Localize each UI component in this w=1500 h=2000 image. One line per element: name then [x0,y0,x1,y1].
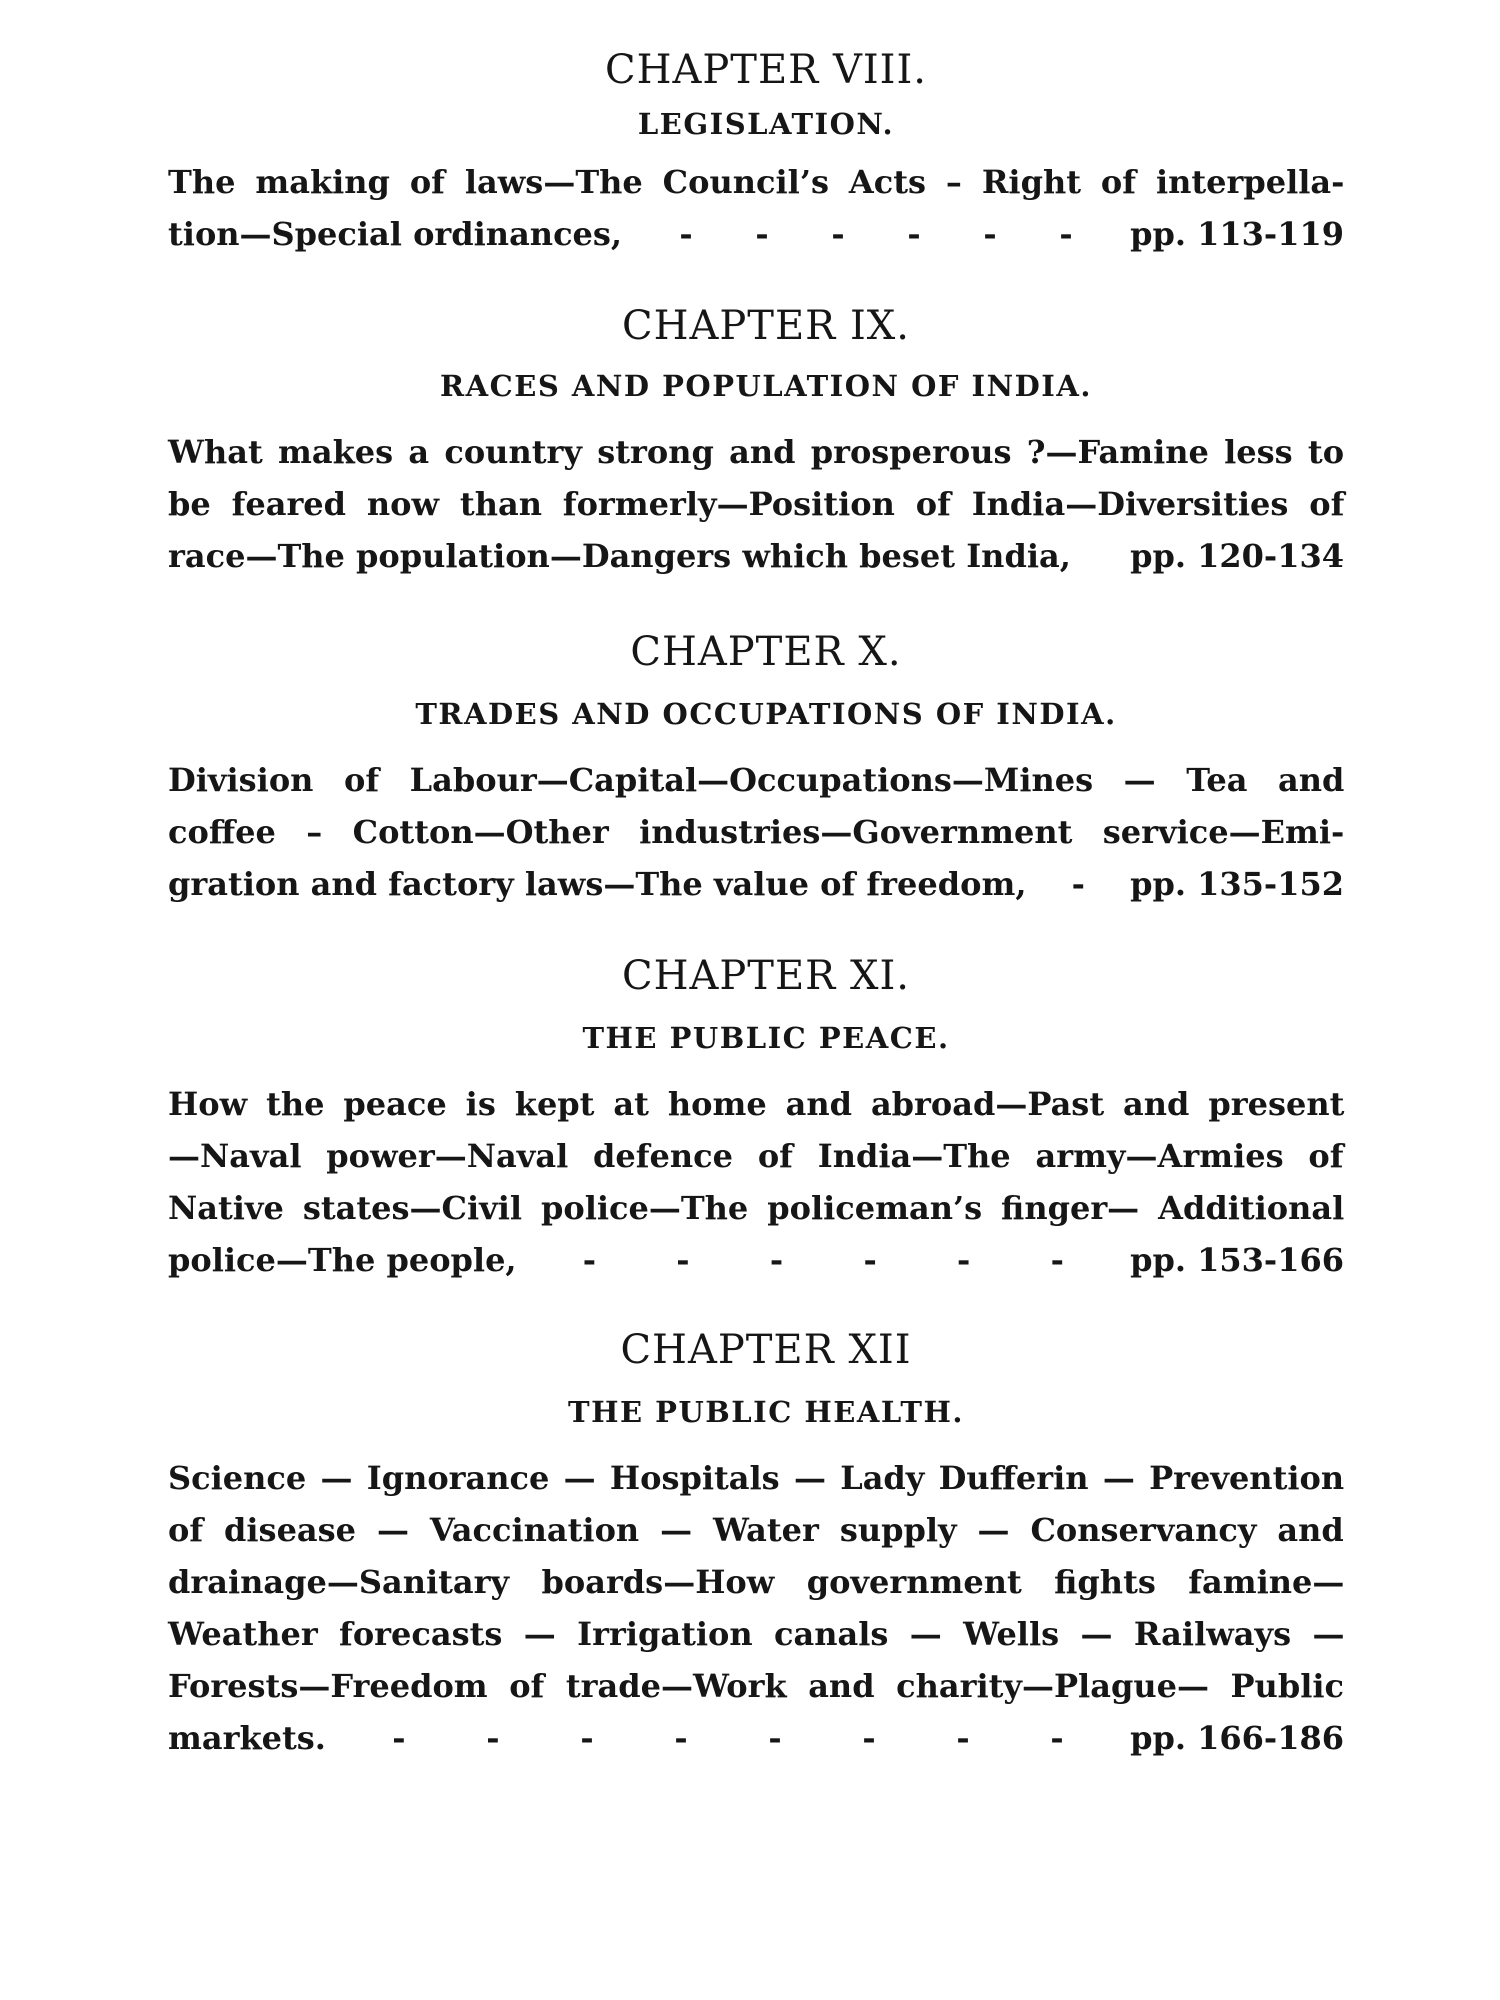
chapter-heading: CHAPTER VIII. [604,47,927,93]
summary-line-last [168,530,1344,582]
summary-text: Science — Ignorance — Hospitals — Lady Dufferin — Prevention [168,1459,1345,1497]
contents-page [168,40,1344,1764]
chapter-summary [168,156,1344,260]
chapter-title: TRADES AND OCCUPATIONS OF INDIA. [415,697,1117,731]
dot-leader [1071,530,1130,582]
page-range: pp. 120-134 [1130,537,1344,575]
chapter-heading: CHAPTER X. [630,629,902,675]
chapter-summary [168,1078,1344,1286]
summary-line [168,1182,1344,1234]
chapter-8 [168,40,1344,260]
summary-line [168,1608,1344,1660]
summary-line-last [168,208,1344,260]
chapter-9 [168,296,1344,582]
summary-text: What makes a country strong and prosperous ?—Famine less to [168,433,1345,471]
summary-text: —Naval power—Naval defence of India—The army—Armies of [168,1137,1344,1175]
summary-line-last [168,1712,1344,1764]
dot-leader: - - - - - - - - [392,1719,1064,1757]
summary-text: be feared now than formerly—Position of India—Diversities of [168,485,1345,523]
chapter-title: THE PUBLIC HEALTH. [567,1395,965,1429]
summary-text: Weather forecasts — Irrigation canals — Wells — Railways — [168,1615,1345,1653]
summary-line-last [168,1234,1344,1286]
summary-line [168,1130,1344,1182]
page-range: pp. 135-152 [1130,865,1344,903]
summary-text: Native states—Civil police—The policeman’s finger— Additional [168,1189,1345,1227]
chapter-heading: CHAPTER IX. [622,303,910,349]
summary-line [168,806,1344,858]
summary-text: Forests—Freedom of trade—Work and charity—Plague— Public [168,1667,1344,1705]
summary-line [168,426,1344,478]
summary-line [168,1452,1344,1504]
summary-text: gration and factory laws—The value of freedom, [168,865,1027,903]
page-range: pp. 113-119 [1130,215,1344,253]
summary-text: police—The people, [168,1241,517,1279]
chapter-summary [168,754,1344,910]
dot-leader: - - - - - - [582,1241,1064,1279]
chapter-summary [168,426,1344,582]
summary-text: markets. [168,1719,326,1757]
chapter-heading: CHAPTER XII [620,1327,912,1373]
chapter-summary [168,1452,1344,1764]
summary-text: drainage—Sanitary boards—How government fights famine— [168,1563,1345,1601]
summary-line [168,1660,1344,1712]
chapter-title: RACES AND POPULATION OF INDIA. [440,369,1092,403]
summary-text: tion—Special ordinances, [168,215,623,253]
chapter-title: LEGISLATION. [637,107,895,141]
summary-line [168,1556,1344,1608]
summary-text: The making of laws—The Council’s Acts – Right of interpella- [168,163,1345,201]
summary-line [168,156,1344,208]
summary-line [168,1504,1344,1556]
summary-text: How the peace is kept at home and abroad—Past and present [168,1085,1345,1123]
chapter-12 [168,1320,1344,1764]
chapter-heading: CHAPTER XI. [622,953,910,999]
summary-line [168,754,1344,806]
summary-text: Division of Labour—Capital—Occupations—Mines — Tea and [168,761,1345,799]
chapter-10 [168,622,1344,910]
chapter-title: THE PUBLIC PEACE. [582,1021,950,1055]
summary-line-last [168,858,1344,910]
summary-text: of disease — Vaccination — Water supply — Conservancy and [168,1511,1344,1549]
summary-text: race—The population—Dangers which beset India, [168,537,1071,575]
summary-text: coffee – Cotton—Other industries—Government service—Emi- [168,813,1345,851]
page-range: pp. 153-166 [1130,1241,1344,1279]
summary-line [168,1078,1344,1130]
dot-leader: - - - - - - [679,215,1073,253]
dot-leader: - [1071,865,1085,903]
page-range: pp. 166-186 [1130,1719,1344,1757]
chapter-11 [168,946,1344,1286]
summary-line [168,478,1344,530]
